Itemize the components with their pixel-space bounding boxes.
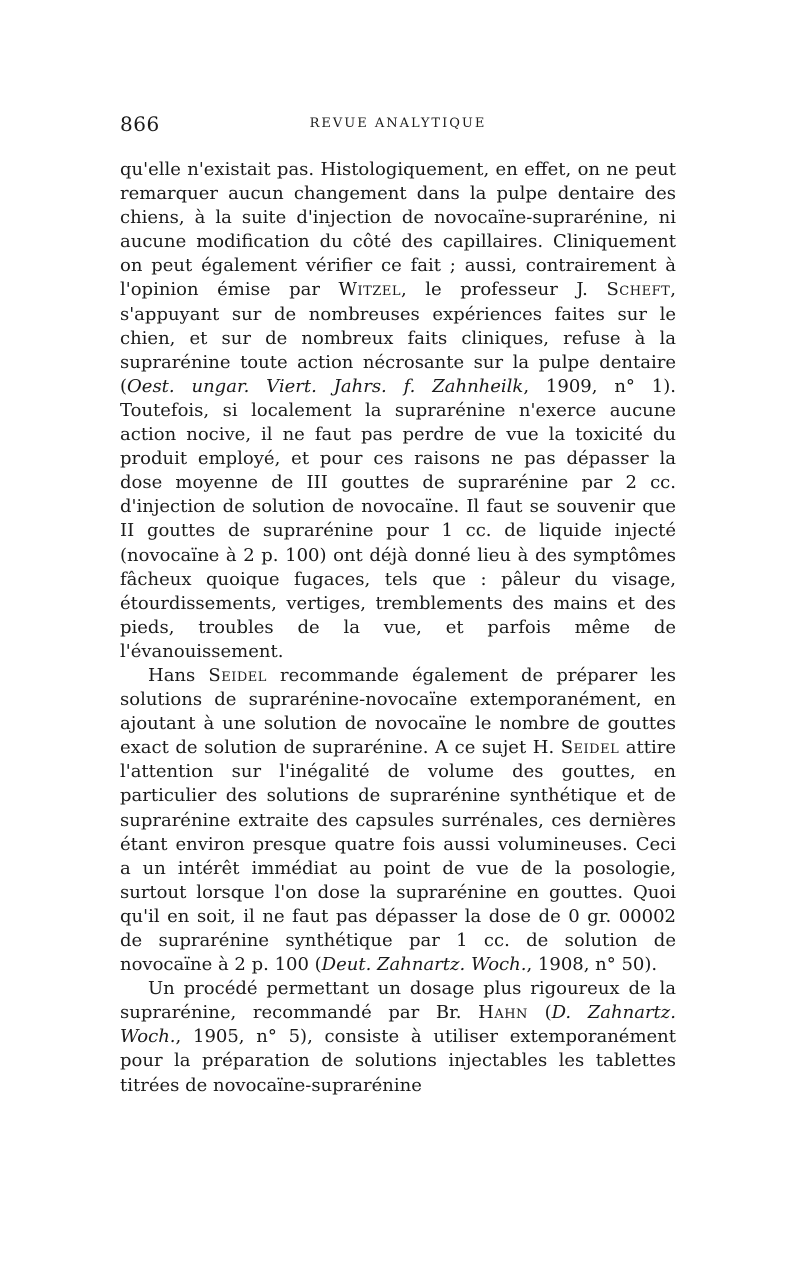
text-run: recommande également de préparer les solutions de suprarénine-novocaïne extemporanément, en ajoutant à une solution de novocaïne le nombre de gouttes exact de solution de suprarénine. A ce sujet H.: [120, 664, 677, 759]
paragraph-3: [120, 977, 676, 1097]
text-run: , 1909, n° 1). Toutefois, si localement la suprarénine n'exerce aucune action nocive, il ne faut pas perdre de vue la toxicité du produit employé, et pour ces raisons ne pas dépasser la dose moyenne de III gouttes de suprarénine par 2 cc. d'injection de solution de novocaïne. Il faut se souvenir que II gouttes de suprarénine pour 1 cc. de liquide injecté (novocaïne à 2 p. 100) ont déjà donné lieu à des symptômes fâcheux quoique fugaces, tels que : pâleur du visage, étourdissements, vertiges, tremblements des mains et des pieds, troubles de la vue, et parfois même de l'évanouissement.: [120, 375, 676, 662]
paragraph-2: [120, 664, 676, 977]
text-run: , 1908, n° 50).: [526, 954, 658, 976]
book-page: [120, 112, 677, 1098]
text-run: , 1905, n° 5), consiste à utiliser extemporanément pour la préparation de solutions injectables les tablettes titrées de novocaïne-suprarénine: [120, 1026, 676, 1096]
text-run: attire l'attention sur l'inégalité de volume des gouttes, en particulier des solutions de suprarénine synthétique et de suprarénine extraite des capsules surrénales, ces dernières étant environ presque quatre fois aussi volumineuses. Ceci a un intérêt immédiat au point de vue de la posologie, surtout lorsque l'on dose la suprarénine en gouttes. Quoi qu'il en soit, il ne faut pas dépasser la dose de 0 gr. 00002 de suprarénine synthétique par 1 cc. de solution de novocaïne à 2 p. 100 (: [120, 737, 676, 976]
author-name: Hahn: [478, 1002, 528, 1024]
author-name: Seidel: [208, 664, 267, 686]
citation-title: Oest. ungar. Viert. Jahrs. f. Zahnheilk: [127, 375, 524, 397]
author-name: Scheft: [606, 279, 671, 301]
page-number: 866: [120, 112, 160, 136]
text-run: , le professeur J.: [400, 279, 607, 301]
body-text: [120, 158, 676, 1098]
text-run: Un procédé permettant un dosage plus rigoureux de la suprarénine, recommandé par Br.: [120, 978, 676, 1024]
citation-title: Deut. Zahnartz. Woch.: [321, 954, 527, 976]
text-run: , s'appuyant sur de nombreuses expériences faites sur le chien, et sur de nombreux faits cliniques, refuse à la suprarénine toute action nécrosante sur la pulpe dentaire (: [120, 279, 676, 397]
page-header: [120, 112, 676, 154]
running-head: REVUE ANALYTIQUE: [309, 116, 487, 131]
citation-title: D. Zahnartz. Woch.: [120, 1002, 676, 1048]
text-run: qu'elle n'existait pas. Histologiquement, en effet, on ne peut remarquer aucun changement dans la pulpe dentaire des chiens, à la suite d'injection de novocaïne-suprarénine, ni aucune modification du côté des capillaires. Cliniquement on peut également vérifier ce fait ; aussi, contrairement à l'opinion émise par: [120, 159, 676, 301]
author-name: Witzel: [338, 279, 401, 301]
text-run: (: [527, 1002, 552, 1024]
author-name: Seidel: [560, 737, 620, 759]
text-run: Hans: [148, 664, 209, 686]
paragraph-1: [120, 158, 676, 664]
